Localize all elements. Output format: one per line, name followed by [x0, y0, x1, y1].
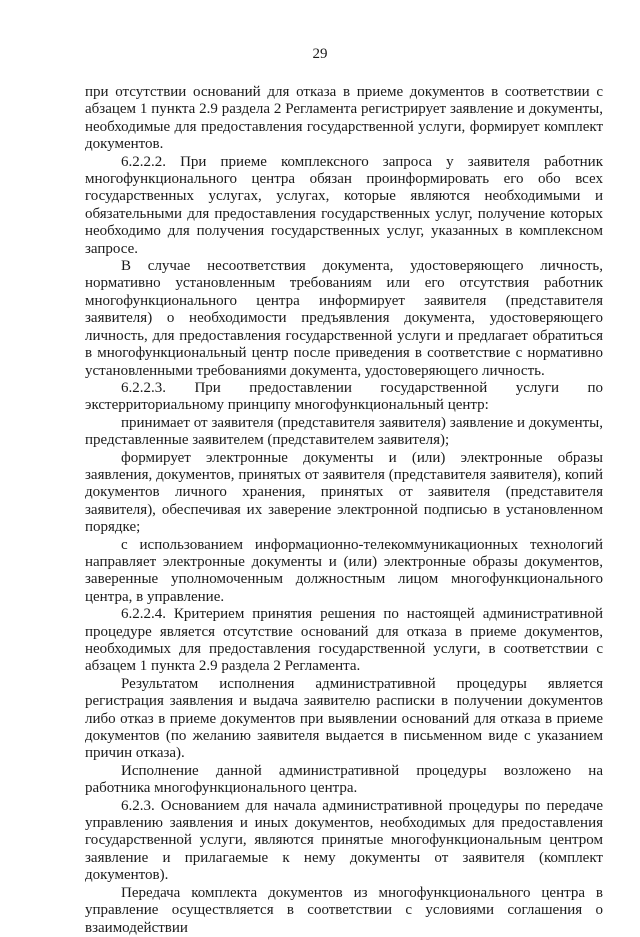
paragraph: Передача комплекта документов из многофункционального центра в управление осуществляется в соответствии с условиями соглашения о взаимодействии	[85, 884, 603, 936]
paragraph: Исполнение данной административной процедуры возложено на работника многофункционального центра.	[85, 762, 603, 797]
body-text	[85, 84, 603, 937]
paragraph: В случае несоответствия документа, удостоверяющего личность, нормативно установленным требованиям или его отсутствия работник многофункционального центра информирует заявителя (представителя заявителя) о необходимости предъявления документа, удостоверяющего личность, для предоставления государственной услуги и предлагает обратиться в многофункциональный центр после приведения в соответствие с нормативно установленными требованиями документа, удостоверяющего личность.	[85, 258, 603, 379]
paragraph: 6.2.3. Основанием для начала административной процедуры по передаче управлению заявления и иных документов, необходимых для предоставления государственной услуги, являются принятые многофункциональным центром заявление и прилагаемые к нему документы от заявителя (комплект документов).	[85, 797, 603, 884]
paragraph: 6.2.2.4. Критерием принятия решения по настоящей административной процедуре является отсутствие оснований для отказа в приеме документов, необходимых для предоставления государственной услуги, в соответствии с абзацем 1 пункта 2.9 раздела 2 Регламента.	[85, 606, 603, 675]
paragraph: с использованием информационно-телекоммуникационных технологий направляет электронные документы и (или) электронные образы документов, заверенные уполномоченным должностным лицом многофункционального центра, в управление.	[85, 536, 603, 605]
paragraph: Результатом исполнения административной процедуры является регистрация заявления и выдача заявителю расписки в получении документов либо отказ в приеме документов при выявлении оснований для отказа в приеме документов (по желанию заявителя выдается в письменном виде с указанием причин отказа).	[85, 675, 603, 762]
paragraph: при отсутствии оснований для отказа в приеме документов в соответствии с абзацем 1 пункта 2.9 раздела 2 Регламента регистрирует заявление и документы, необходимые для предоставления государственной услуги, формирует комплект документов.	[85, 84, 603, 153]
paragraph: принимает от заявителя (представителя заявителя) заявление и документы, представленные заявителем (представителем заявителя);	[85, 414, 603, 449]
paragraph: 6.2.2.2. При приеме комплексного запроса у заявителя работник многофункционального центра обязан проинформировать его обо всех государственных услугах, услугах, которые являются необходимыми и обязательными для предоставления государственных услуг, получение которых необходимо для получения государственных услуг, указанных в комплексном запросе.	[85, 153, 603, 257]
page-number: 29	[312, 46, 328, 62]
paragraph: 6.2.2.3. При предоставлении государственной услуги по экстерриториальному принципу многофункциональный центр:	[85, 379, 603, 414]
paragraph: формирует электронные документы и (или) электронные образы заявления, документов, принятых от заявителя (представителя заявителя), копий документов личного хранения, принятых от заявителя (представителя заявителя), обеспечивая их заверение электронной подписью в установленном порядке;	[85, 449, 603, 536]
